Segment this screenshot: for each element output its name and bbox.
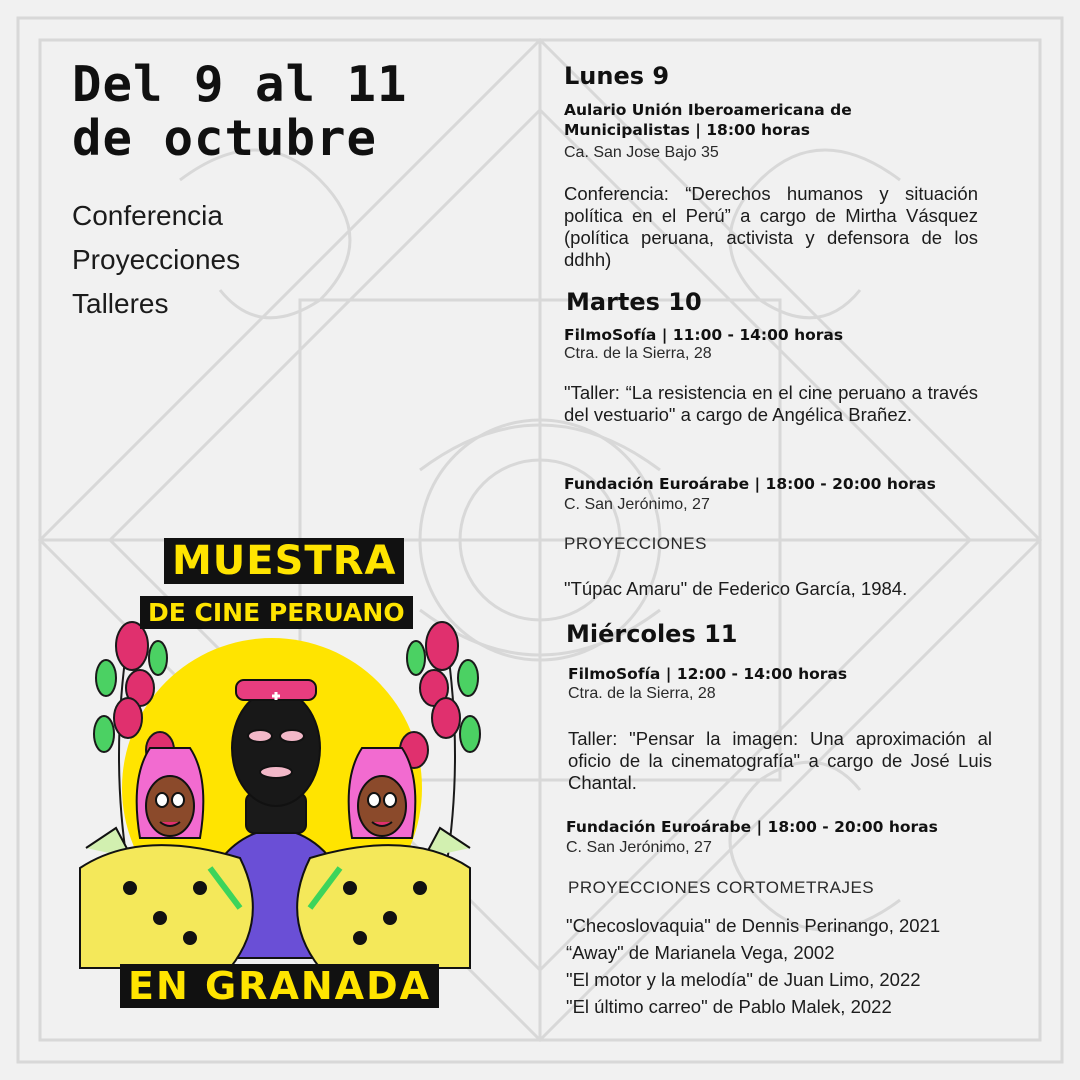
poster-banner-middle: DE CINE PERUANO: [140, 596, 413, 629]
day-heading-monday: Lunes 9: [564, 62, 670, 90]
film-item: "El motor y la melodía" de Juan Limo, 2022: [566, 969, 921, 990]
poster-jaguar-right: [297, 845, 470, 968]
title-line-1: Del 9 al 11: [72, 56, 408, 113]
film-item: "Checoslovaquia" de Dennis Perinango, 2021: [566, 915, 941, 936]
category-tuesday: PROYECCIONES: [564, 534, 707, 553]
description-tuesday-1: "Taller: “La resistencia en el cine peruano a través del vestuario" a cargo de Angélica Brañez.: [564, 382, 978, 425]
activity-item: Conferencia: [72, 200, 223, 231]
venue-wednesday-1: FilmoSofía | 12:00 - 14:00 horas: [568, 665, 848, 683]
address-wednesday-2: C. San Jerónimo, 27: [566, 839, 712, 856]
activity-list: [72, 194, 240, 326]
day-heading-tuesday: Martes 10: [566, 288, 702, 316]
venue-monday: Aulario Unión Iberoamericana de Municipalistas | 18:00 horas: [564, 101, 852, 139]
event-dates-title: [72, 58, 512, 166]
address-wednesday-1: Ctra. de la Sierra, 28: [568, 685, 716, 702]
day-heading-wednesday: Miércoles 11: [566, 620, 738, 648]
venue-wednesday-2: Fundación Euroárabe | 18:00 - 20:00 horas: [566, 818, 938, 836]
description-monday: Conferencia: “Derechos humanos y situación política en el Perú” a cargo de Mirtha Vásquez (política peruana, activista y defensora de los ddhh): [564, 183, 978, 270]
film-list-wednesday: [566, 912, 940, 1020]
address-monday: Ca. San Jose Bajo 35: [564, 144, 719, 161]
address-tuesday-2: C. San Jerónimo, 27: [564, 496, 710, 513]
category-wednesday: PROYECCIONES CORTOMETRAJES: [568, 878, 875, 897]
venue-tuesday-1: FilmoSofía | 11:00 - 14:00 horas: [564, 326, 844, 344]
film-item: “Away" de Marianela Vega, 2002: [566, 942, 835, 963]
poster-banner-bottom: EN GRANADA: [120, 964, 439, 1008]
film-tuesday: "Túpac Amaru" de Federico García, 1984.: [564, 578, 908, 599]
activity-item: Talleres: [72, 288, 169, 319]
venue-tuesday-2: Fundación Euroárabe | 18:00 - 20:00 horas: [564, 475, 936, 493]
festival-poster: [40, 538, 520, 1018]
activity-item: Proyecciones: [72, 244, 241, 275]
poster-banner-top: MUESTRA: [164, 538, 404, 584]
film-item: "El último carreo" de Pablo Malek, 2022: [566, 996, 892, 1017]
poster-jaguar-left: [80, 845, 253, 968]
title-line-2: de octubre: [72, 110, 378, 167]
description-wednesday-1: Taller: "Pensar la imagen: Una aproximación al oficio de la cinematografía" a cargo de José Luis Chantal.: [568, 728, 992, 793]
address-tuesday-1: Ctra. de la Sierra, 28: [564, 345, 712, 362]
